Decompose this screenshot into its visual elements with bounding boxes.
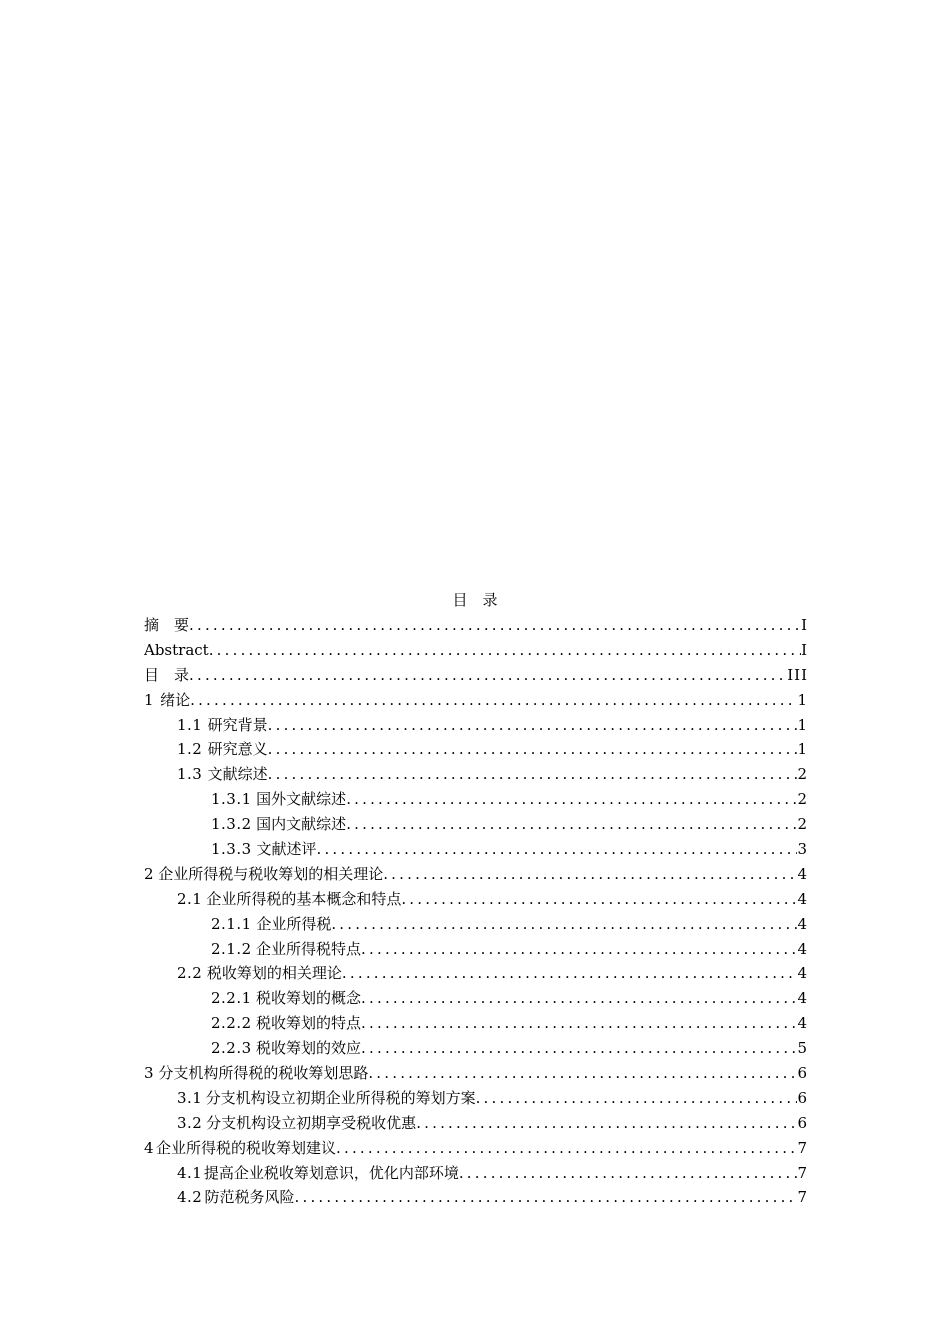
toc-entry-number: 2.2.3	[211, 1039, 252, 1058]
toc-entry[interactable]	[144, 638, 808, 663]
toc-entry[interactable]	[144, 912, 808, 937]
toc-dot-leader	[346, 812, 797, 837]
toc-title: 目 录	[452, 591, 498, 609]
toc-entry-number: 2.1.2	[211, 939, 252, 958]
toc-entry-number: 2.2	[177, 964, 203, 983]
toc-entry-page: 6	[797, 1113, 808, 1132]
toc-entry-page: 2	[797, 815, 808, 834]
toc-entry-page: 1	[797, 740, 808, 759]
toc-entry-page: 2	[797, 765, 808, 784]
toc-dot-leader	[361, 1011, 797, 1036]
toc-entry-page: 3	[797, 840, 808, 859]
toc-entry[interactable]	[144, 961, 808, 986]
toc-entry[interactable]	[144, 1111, 808, 1136]
toc-entry-number: 2.1	[177, 889, 203, 908]
toc-dot-leader	[346, 787, 797, 812]
toc-entry-page: 4	[797, 1014, 808, 1033]
toc-entry-title: 税收筹划的特点	[256, 1014, 362, 1033]
toc-entry-title: 研究意义	[207, 740, 268, 759]
table-of-contents	[144, 613, 808, 1210]
toc-entry-number: 2	[144, 864, 155, 883]
toc-entry-number: 1.3.2	[211, 815, 252, 834]
toc-entry-title: Abstract	[144, 640, 209, 659]
toc-dot-leader	[189, 663, 787, 688]
toc-entry-number: 2.2.1	[211, 989, 252, 1008]
toc-entry[interactable]	[144, 613, 808, 638]
toc-dot-leader	[189, 613, 801, 638]
toc-entry-page: 1	[797, 715, 808, 734]
toc-entry[interactable]	[144, 887, 808, 912]
toc-entry[interactable]	[144, 762, 808, 787]
toc-entry-title: 防范税务风险	[204, 1188, 295, 1207]
toc-entry-page: 2	[797, 790, 808, 809]
toc-entry-number: 3.1	[177, 1088, 203, 1107]
toc-dot-leader	[331, 912, 797, 937]
toc-entry-page: 5	[797, 1039, 808, 1058]
toc-entry-page: 4	[797, 864, 808, 883]
toc-dot-leader	[316, 837, 797, 862]
toc-entry-page: 6	[797, 1064, 808, 1083]
toc-entry-number: 4.2	[177, 1188, 203, 1207]
toc-entry-number: 1	[144, 690, 155, 709]
toc-entry-page: 4	[797, 964, 808, 983]
toc-entry-title: 研究背景	[207, 715, 268, 734]
toc-entry-page: 1	[797, 690, 808, 709]
toc-entry[interactable]	[144, 1136, 808, 1161]
toc-entry-title: 摘 要	[144, 616, 190, 634]
toc-entry[interactable]	[144, 688, 808, 713]
toc-entry[interactable]	[144, 1086, 808, 1111]
toc-entry-title: 文献综述	[207, 765, 268, 784]
toc-entry[interactable]	[144, 837, 808, 862]
toc-entry-number: 3	[144, 1064, 155, 1083]
toc-entry[interactable]	[144, 1161, 808, 1186]
toc-entry-page: 6	[797, 1088, 808, 1107]
toc-entry-number: 1.2	[177, 740, 203, 759]
toc-entry-number: 3.2	[177, 1113, 203, 1132]
toc-entry[interactable]	[144, 937, 808, 962]
toc-entry-number: 2.1.1	[211, 914, 252, 933]
toc-dot-leader	[401, 887, 797, 912]
toc-entry[interactable]	[144, 1011, 808, 1036]
toc-dot-leader	[268, 762, 798, 787]
toc-dot-leader	[295, 1185, 798, 1210]
toc-entry[interactable]	[144, 986, 808, 1011]
toc-entry-title: 目 录	[144, 665, 190, 684]
toc-entry-page: 4	[797, 914, 808, 933]
toc-entry-title: 国外文献综述	[256, 790, 347, 809]
toc-entry-title: 文献述评	[256, 840, 317, 859]
toc-entry-title: 分支机构设立初期企业所得税的筹划方案	[205, 1088, 476, 1107]
toc-entry-page: 4	[797, 889, 808, 908]
toc-entry-page: I	[801, 640, 808, 659]
toc-entry-title: 企业所得税	[256, 914, 332, 933]
toc-entry[interactable]	[144, 812, 808, 837]
toc-entry[interactable]	[144, 1061, 808, 1086]
toc-entry-number: 4.1	[177, 1163, 203, 1182]
toc-dot-leader	[342, 961, 798, 986]
toc-entry-title: 分支机构设立初期享受税收优惠	[206, 1113, 417, 1132]
toc-dot-leader	[459, 1161, 798, 1186]
toc-entry-title: 分支机构所得税的税收筹划思路	[158, 1064, 369, 1083]
toc-dot-leader	[190, 688, 797, 713]
toc-entry[interactable]	[144, 787, 808, 812]
toc-entry[interactable]	[144, 1036, 808, 1061]
toc-dot-leader	[361, 1036, 797, 1061]
toc-entry-title: 企业所得税特点	[256, 939, 362, 958]
toc-entry-number: 1.3.1	[211, 790, 252, 809]
toc-entry-page: 7	[797, 1188, 808, 1207]
toc-entry-number: 1.3	[177, 765, 203, 784]
toc-dot-leader	[209, 638, 801, 663]
toc-dot-leader	[336, 1136, 797, 1161]
toc-entry[interactable]	[144, 1185, 808, 1210]
toc-dot-leader	[361, 937, 797, 962]
toc-dot-leader	[476, 1086, 798, 1111]
toc-entry-number: 1.3.3	[211, 840, 252, 859]
toc-entry-number: 2.2.2	[211, 1014, 252, 1033]
toc-dot-leader	[268, 737, 798, 762]
toc-entry[interactable]	[144, 663, 808, 688]
toc-entry[interactable]	[144, 862, 808, 887]
toc-dot-leader	[416, 1111, 797, 1136]
toc-entry-number: 1.1	[177, 715, 203, 734]
toc-entry[interactable]	[144, 737, 808, 762]
toc-dot-leader	[383, 862, 797, 887]
toc-entry-title: 绪论	[160, 690, 191, 709]
toc-entry-number: 4	[144, 1138, 155, 1157]
toc-entry-title: 国内文献综述	[256, 815, 347, 834]
toc-dot-leader	[368, 1061, 797, 1086]
toc-entry-title: 提高企业税收筹划意识，优化内部环境	[203, 1163, 459, 1182]
toc-entry-page: 4	[797, 989, 808, 1008]
toc-entry-title: 税收筹划的效应	[256, 1039, 362, 1058]
toc-entry[interactable]	[144, 713, 808, 738]
toc-entry-page: 7	[797, 1163, 808, 1182]
toc-entry-page: I	[801, 616, 808, 634]
toc-entry-title: 企业所得税与税收筹划的相关理论	[158, 864, 384, 883]
toc-entry-title: 企业所得税的税收筹划建议	[156, 1138, 337, 1157]
toc-entry-page: 7	[797, 1138, 808, 1157]
toc-entry-title: 税收筹划的相关理论	[206, 964, 342, 983]
toc-entry-page: III	[787, 665, 808, 684]
toc-entry-page: 4	[797, 939, 808, 958]
toc-dot-leader	[361, 986, 797, 1011]
toc-entry-title: 企业所得税的基本概念和特点	[206, 889, 402, 908]
toc-dot-leader	[268, 713, 798, 738]
toc-entry-title: 税收筹划的概念	[256, 989, 362, 1008]
